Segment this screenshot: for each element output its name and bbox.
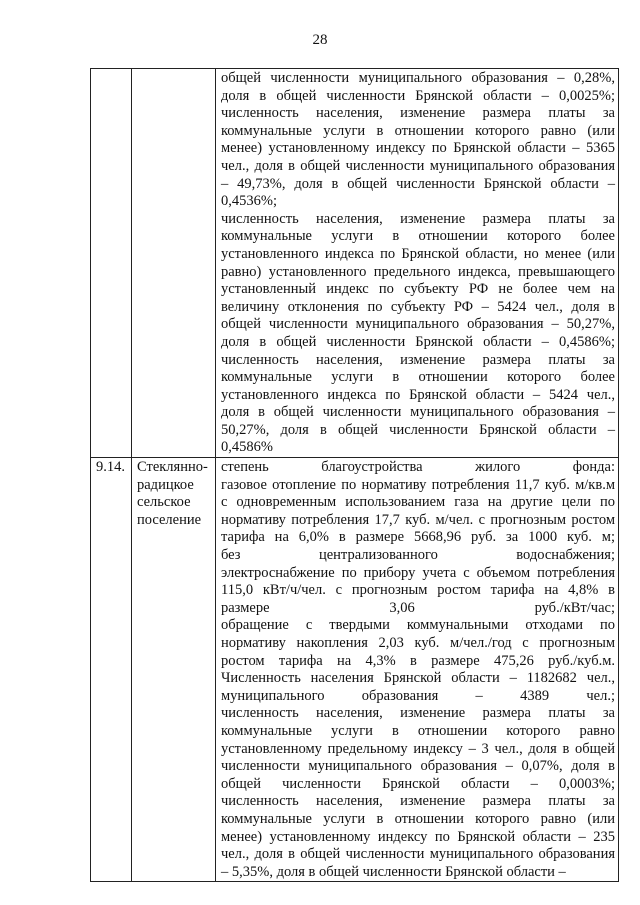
text-line: численность населения, изменение размера платы за xyxy=(221,210,615,227)
text-line: общей численности Брянской области – 0,0003%; xyxy=(221,775,615,792)
settlement-name-cell xyxy=(132,458,216,882)
table-row-9-14 xyxy=(91,458,619,882)
settlement-name-cell xyxy=(132,69,216,458)
text-line: коммунальные услуги в отношении которого более xyxy=(221,228,615,245)
table-row-continued xyxy=(91,69,619,458)
text-line: численность населения, изменение размера платы за xyxy=(221,105,615,122)
text-line: численность населения, изменение размера платы за xyxy=(221,351,615,368)
text-line: нормативу потребления 17,7 куб. м/чел. с прогнозным ростом xyxy=(221,511,615,528)
text-line: доля в общей численности муниципального образования – xyxy=(221,404,615,421)
text-line: газовое отопление по нормативу потребления 11,7 куб. м/кв.м xyxy=(221,476,615,493)
text-line: 115,0 кВт/ч/чел. с прогнозным ростом тарифа на 4,8% в xyxy=(221,582,615,599)
text-line: поселение xyxy=(137,511,202,528)
text-line: коммунальные услуги в отношении которого равно xyxy=(221,722,615,739)
row-number-cell xyxy=(91,69,132,458)
text-line: обращение с твердыми коммунальными отходами по xyxy=(221,617,615,634)
text-line: 0,4586% xyxy=(221,439,273,456)
text-line: общей численности муниципального образования – 50,27%, xyxy=(221,316,615,333)
row-number-cell: 9.14. xyxy=(91,458,132,882)
text-line: величину отклонения по субъекту РФ – 5424 чел., доля в xyxy=(221,298,615,315)
text-line: ростом тарифа на 4,3% в размере 475,26 руб./куб.м. xyxy=(221,652,615,669)
text-line: численности муниципального образования – 0,07%, доля в xyxy=(221,758,615,775)
text-line: установленному предельному индексу – 3 чел., доля в общей xyxy=(221,740,615,757)
text-line: коммунальные услуги в отношении которого равно (или xyxy=(221,122,615,139)
text-line: общей численности муниципального образования – 0,28%, xyxy=(221,70,615,86)
text-line: равно) установленного предельного индекса, превышающего xyxy=(221,263,615,280)
text-line: без централизованного водоснабжения; xyxy=(221,547,615,564)
text-line: численность населения, изменение размера платы за xyxy=(221,705,615,722)
text-line: численность населения, изменение размера платы за xyxy=(221,793,615,810)
text-line: менее) установленному индексу по Брянской области – 235 xyxy=(221,828,615,845)
municipality-table xyxy=(90,68,619,882)
text-line: тарифа на 6,0% в размере 5668,96 руб. за 1000 куб. м; xyxy=(221,529,615,546)
text-line: установленный индекс по субъекту РФ не более чем на xyxy=(221,281,615,298)
text-line: степень благоустройства жилого фонда: xyxy=(221,459,615,476)
text-line: чел., доля в общей численности муниципального образования xyxy=(221,846,615,863)
text-line: установленного индекса по Брянской области, но менее (или xyxy=(221,245,615,262)
text-line: установленного индекса по Брянской области – 5424 чел., xyxy=(221,386,615,403)
text-line: с одновременным использованием газа на другие цели по xyxy=(221,494,615,511)
text-line: доля в общей численности Брянской области – 0,0025%; xyxy=(221,87,615,104)
text-line: размере 3,06 руб./кВт/час; xyxy=(221,599,615,616)
description-cell xyxy=(216,458,619,882)
text-line: муниципального образования – 4389 чел.; xyxy=(221,687,615,704)
text-line: чел., доля в общей численности муниципального образования xyxy=(221,157,615,174)
text-line: коммунальные услуги в отношении которого более xyxy=(221,369,615,386)
text-line: доля в общей численности Брянской области – 0,4586%; xyxy=(221,333,615,350)
text-line: коммунальные услуги в отношении которого равно (или xyxy=(221,810,615,827)
page-number: 28 xyxy=(312,32,328,48)
text-line: нормативу накопления 2,03 куб. м/чел./год с прогнозным xyxy=(221,635,615,651)
text-line: 0,4536%; xyxy=(221,193,277,210)
text-line: Стеклянно- xyxy=(137,459,208,476)
text-line: 50,27%, доля в общей численности Брянской области – xyxy=(221,421,615,438)
text-line: – 5,35%, доля в общей численности Брянской области – xyxy=(221,863,566,880)
text-line: сельское xyxy=(137,494,191,511)
text-line: менее) установленному индексу по Брянской области – 5365 xyxy=(221,140,615,157)
text-line: Численность населения Брянской области – 1182682 чел., xyxy=(221,670,615,687)
text-line: радицкое xyxy=(137,476,194,493)
text-line: электроснабжение по прибору учета с объемом потребления xyxy=(221,564,615,581)
text-line: – 49,73%, доля в общей численности Брянской области – xyxy=(221,175,615,192)
description-cell xyxy=(216,69,619,458)
